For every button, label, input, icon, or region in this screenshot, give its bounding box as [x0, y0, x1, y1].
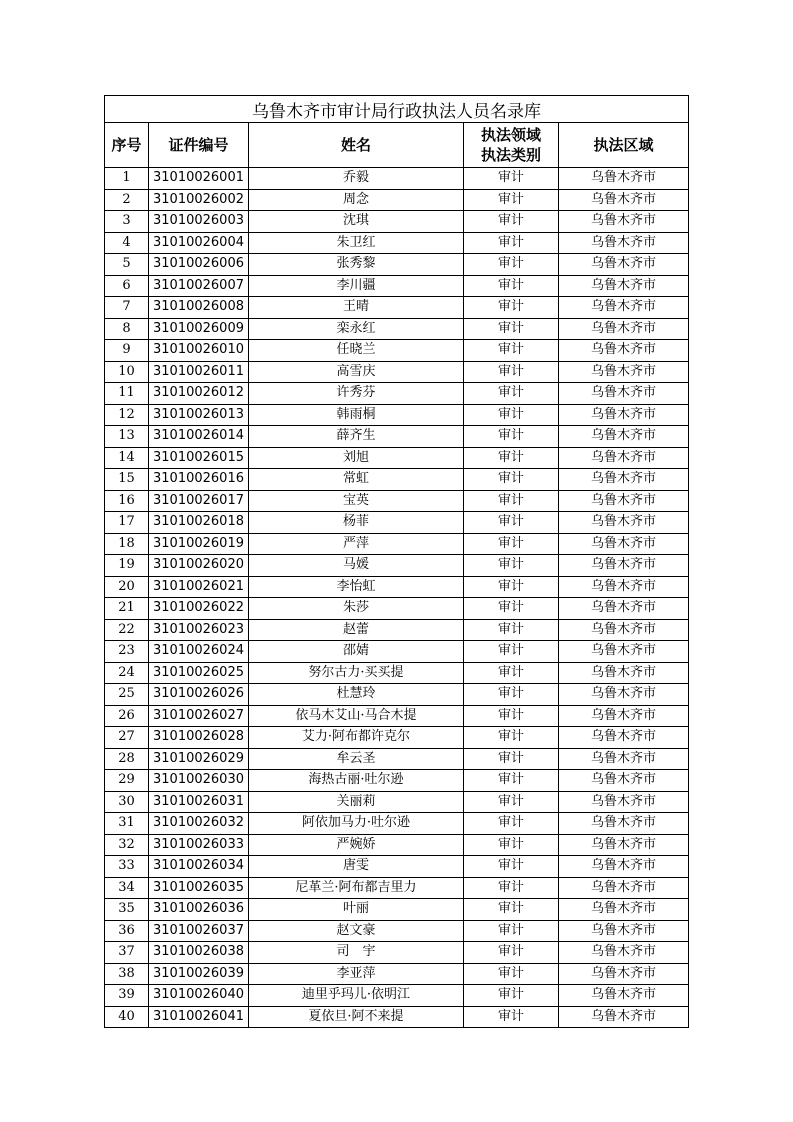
cell-cert: 31010026025 [149, 662, 249, 684]
cell-field: 审计 [464, 877, 559, 899]
cell-name: 周念 [249, 189, 464, 211]
table-row [105, 189, 689, 211]
table-row [105, 598, 689, 620]
cell-name: 张秀黎 [249, 254, 464, 276]
table-row [105, 770, 689, 792]
cell-area: 乌鲁木齐市 [559, 555, 689, 577]
cell-area: 乌鲁木齐市 [559, 297, 689, 319]
cell-seq: 39 [105, 985, 149, 1007]
cell-area: 乌鲁木齐市 [559, 512, 689, 534]
cell-cert: 31010026013 [149, 404, 249, 426]
cell-name: 严萍 [249, 533, 464, 555]
cell-cert: 31010026022 [149, 598, 249, 620]
cell-name: 关丽莉 [249, 791, 464, 813]
cell-seq: 26 [105, 705, 149, 727]
cell-name: 努尔古力·买买提 [249, 662, 464, 684]
cell-field: 审计 [464, 318, 559, 340]
roster-body [105, 168, 689, 1028]
cell-cert: 31010026037 [149, 920, 249, 942]
cell-area: 乌鲁木齐市 [559, 942, 689, 964]
cell-field: 审计 [464, 598, 559, 620]
cell-field: 审计 [464, 727, 559, 749]
table-row [105, 748, 689, 770]
cell-name: 杨菲 [249, 512, 464, 534]
cell-field: 审计 [464, 168, 559, 190]
cell-name: 李怡虹 [249, 576, 464, 598]
cell-seq: 37 [105, 942, 149, 964]
cell-area: 乌鲁木齐市 [559, 727, 689, 749]
cell-area: 乌鲁木齐市 [559, 404, 689, 426]
document-title: 乌鲁木齐市审计局行政执法人员名录库 [105, 96, 689, 123]
cell-cert: 31010026033 [149, 834, 249, 856]
cell-area: 乌鲁木齐市 [559, 684, 689, 706]
cell-cert: 31010026017 [149, 490, 249, 512]
cell-field: 审计 [464, 211, 559, 233]
cell-seq: 32 [105, 834, 149, 856]
cell-field: 审计 [464, 963, 559, 985]
table-row [105, 834, 689, 856]
cell-area: 乌鲁木齐市 [559, 211, 689, 233]
cell-cert: 31010026028 [149, 727, 249, 749]
cell-cert: 31010026014 [149, 426, 249, 448]
cell-cert: 31010026018 [149, 512, 249, 534]
title-row [105, 96, 689, 123]
cell-cert: 31010026007 [149, 275, 249, 297]
cell-name: 迪里乎玛儿·依明江 [249, 985, 464, 1007]
cell-cert: 31010026002 [149, 189, 249, 211]
cell-area: 乌鲁木齐市 [559, 834, 689, 856]
table-row [105, 404, 689, 426]
table-row [105, 684, 689, 706]
table-row [105, 899, 689, 921]
cell-field: 审计 [464, 576, 559, 598]
cell-field: 审计 [464, 340, 559, 362]
cell-field: 审计 [464, 705, 559, 727]
cell-name: 刘旭 [249, 447, 464, 469]
table-row [105, 361, 689, 383]
table-row [105, 447, 689, 469]
cell-seq: 22 [105, 619, 149, 641]
cell-field: 审计 [464, 641, 559, 663]
table-row [105, 985, 689, 1007]
cell-area: 乌鲁木齐市 [559, 254, 689, 276]
cell-seq: 11 [105, 383, 149, 405]
table-row [105, 340, 689, 362]
cell-cert: 31010026011 [149, 361, 249, 383]
cell-field: 审计 [464, 985, 559, 1007]
cell-field: 审计 [464, 942, 559, 964]
cell-field: 审计 [464, 834, 559, 856]
cell-seq: 21 [105, 598, 149, 620]
cell-field: 审计 [464, 254, 559, 276]
cell-name: 严婉娇 [249, 834, 464, 856]
cell-name: 朱卫红 [249, 232, 464, 254]
cell-seq: 1 [105, 168, 149, 190]
cell-area: 乌鲁木齐市 [559, 232, 689, 254]
cell-name: 马媛 [249, 555, 464, 577]
cell-field: 审计 [464, 232, 559, 254]
cell-name: 赵文豪 [249, 920, 464, 942]
cell-seq: 13 [105, 426, 149, 448]
cell-name: 宝英 [249, 490, 464, 512]
header-cert: 证件编号 [149, 123, 249, 168]
cell-field: 审计 [464, 469, 559, 491]
table-row [105, 254, 689, 276]
cell-cert: 31010026029 [149, 748, 249, 770]
cell-name: 乔毅 [249, 168, 464, 190]
table-row [105, 383, 689, 405]
cell-seq: 15 [105, 469, 149, 491]
cell-cert: 31010026024 [149, 641, 249, 663]
cell-area: 乌鲁木齐市 [559, 426, 689, 448]
table-row [105, 318, 689, 340]
table-row [105, 877, 689, 899]
cell-field: 审计 [464, 490, 559, 512]
cell-area: 乌鲁木齐市 [559, 619, 689, 641]
cell-area: 乌鲁木齐市 [559, 920, 689, 942]
cell-field: 审计 [464, 555, 559, 577]
roster-table [104, 95, 689, 1028]
cell-seq: 38 [105, 963, 149, 985]
cell-field: 审计 [464, 512, 559, 534]
cell-name: 韩雨桐 [249, 404, 464, 426]
cell-name: 李亚萍 [249, 963, 464, 985]
cell-seq: 34 [105, 877, 149, 899]
cell-field: 审计 [464, 361, 559, 383]
cell-area: 乌鲁木齐市 [559, 748, 689, 770]
cell-name: 沈琪 [249, 211, 464, 233]
cell-area: 乌鲁木齐市 [559, 447, 689, 469]
cell-name: 牟云圣 [249, 748, 464, 770]
cell-cert: 31010026006 [149, 254, 249, 276]
cell-cert: 31010026008 [149, 297, 249, 319]
cell-seq: 30 [105, 791, 149, 813]
cell-field: 审计 [464, 920, 559, 942]
cell-cert: 31010026034 [149, 856, 249, 878]
cell-area: 乌鲁木齐市 [559, 576, 689, 598]
cell-area: 乌鲁木齐市 [559, 189, 689, 211]
cell-name: 薛齐生 [249, 426, 464, 448]
header-seq: 序号 [105, 123, 149, 168]
cell-name: 李川疆 [249, 275, 464, 297]
cell-area: 乌鲁木齐市 [559, 469, 689, 491]
cell-name: 唐雯 [249, 856, 464, 878]
cell-name: 阿依加马力·吐尔逊 [249, 813, 464, 835]
table-row [105, 426, 689, 448]
cell-cert: 31010026026 [149, 684, 249, 706]
cell-field: 审计 [464, 770, 559, 792]
cell-seq: 10 [105, 361, 149, 383]
cell-seq: 20 [105, 576, 149, 598]
cell-cert: 31010026032 [149, 813, 249, 835]
cell-area: 乌鲁木齐市 [559, 533, 689, 555]
cell-seq: 16 [105, 490, 149, 512]
cell-seq: 9 [105, 340, 149, 362]
cell-field: 审计 [464, 1006, 559, 1028]
cell-area: 乌鲁木齐市 [559, 168, 689, 190]
cell-area: 乌鲁木齐市 [559, 963, 689, 985]
cell-area: 乌鲁木齐市 [559, 813, 689, 835]
cell-seq: 36 [105, 920, 149, 942]
cell-area: 乌鲁木齐市 [559, 641, 689, 663]
cell-field: 审计 [464, 383, 559, 405]
cell-name: 王晴 [249, 297, 464, 319]
table-row [105, 576, 689, 598]
cell-field: 审计 [464, 297, 559, 319]
table-row [105, 641, 689, 663]
cell-field: 审计 [464, 856, 559, 878]
cell-cert: 31010026003 [149, 211, 249, 233]
cell-area: 乌鲁木齐市 [559, 791, 689, 813]
table-row [105, 856, 689, 878]
cell-cert: 31010026023 [149, 619, 249, 641]
table-row [105, 1006, 689, 1028]
cell-cert: 31010026027 [149, 705, 249, 727]
cell-seq: 24 [105, 662, 149, 684]
cell-seq: 28 [105, 748, 149, 770]
cell-cert: 31010026010 [149, 340, 249, 362]
cell-area: 乌鲁木齐市 [559, 899, 689, 921]
cell-seq: 8 [105, 318, 149, 340]
cell-field: 审计 [464, 447, 559, 469]
cell-cert: 31010026021 [149, 576, 249, 598]
cell-name: 高雪庆 [249, 361, 464, 383]
cell-field: 审计 [464, 426, 559, 448]
cell-seq: 5 [105, 254, 149, 276]
table-row [105, 705, 689, 727]
cell-cert: 31010026038 [149, 942, 249, 964]
cell-seq: 19 [105, 555, 149, 577]
table-row [105, 232, 689, 254]
cell-cert: 31010026015 [149, 447, 249, 469]
cell-area: 乌鲁木齐市 [559, 361, 689, 383]
cell-cert: 31010026035 [149, 877, 249, 899]
cell-seq: 33 [105, 856, 149, 878]
cell-field: 审计 [464, 791, 559, 813]
table-row [105, 469, 689, 491]
cell-name: 常虹 [249, 469, 464, 491]
cell-area: 乌鲁木齐市 [559, 340, 689, 362]
header-row [105, 123, 689, 168]
cell-name: 赵蕾 [249, 619, 464, 641]
cell-cert: 31010026036 [149, 899, 249, 921]
cell-cert: 31010026039 [149, 963, 249, 985]
cell-name: 夏依旦·阿不来提 [249, 1006, 464, 1028]
table-row [105, 920, 689, 942]
cell-name: 杜慧玲 [249, 684, 464, 706]
cell-name: 朱莎 [249, 598, 464, 620]
table-row [105, 490, 689, 512]
cell-area: 乌鲁木齐市 [559, 318, 689, 340]
table-row [105, 275, 689, 297]
cell-seq: 35 [105, 899, 149, 921]
cell-seq: 12 [105, 404, 149, 426]
table-row [105, 211, 689, 233]
cell-field: 审计 [464, 662, 559, 684]
cell-seq: 7 [105, 297, 149, 319]
cell-seq: 3 [105, 211, 149, 233]
header-field-line2: 执法类别 [480, 146, 541, 164]
cell-area: 乌鲁木齐市 [559, 1006, 689, 1028]
cell-name: 尼革兰·阿布都吉里力 [249, 877, 464, 899]
cell-name: 司 宇 [249, 942, 464, 964]
cell-field: 审计 [464, 533, 559, 555]
cell-cert: 31010026031 [149, 791, 249, 813]
cell-area: 乌鲁木齐市 [559, 275, 689, 297]
table-row [105, 813, 689, 835]
cell-field: 审计 [464, 189, 559, 211]
cell-seq: 4 [105, 232, 149, 254]
table-row [105, 619, 689, 641]
cell-seq: 31 [105, 813, 149, 835]
cell-seq: 2 [105, 189, 149, 211]
cell-name: 栾永红 [249, 318, 464, 340]
cell-area: 乌鲁木齐市 [559, 598, 689, 620]
cell-cert: 31010026020 [149, 555, 249, 577]
cell-area: 乌鲁木齐市 [559, 985, 689, 1007]
cell-area: 乌鲁木齐市 [559, 662, 689, 684]
table-row [105, 168, 689, 190]
cell-name: 任晓兰 [249, 340, 464, 362]
table-row [105, 533, 689, 555]
cell-area: 乌鲁木齐市 [559, 877, 689, 899]
cell-field: 审计 [464, 748, 559, 770]
table-row [105, 512, 689, 534]
cell-name: 艾力·阿布都许克尔 [249, 727, 464, 749]
cell-seq: 18 [105, 533, 149, 555]
cell-name: 依马木艾山·马合木提 [249, 705, 464, 727]
cell-cert: 31010026041 [149, 1006, 249, 1028]
table-row [105, 662, 689, 684]
cell-cert: 31010026009 [149, 318, 249, 340]
cell-area: 乌鲁木齐市 [559, 383, 689, 405]
cell-cert: 31010026004 [149, 232, 249, 254]
cell-seq: 29 [105, 770, 149, 792]
cell-cert: 31010026001 [149, 168, 249, 190]
table-row [105, 942, 689, 964]
cell-name: 邵婧 [249, 641, 464, 663]
header-field [464, 123, 559, 168]
cell-field: 审计 [464, 275, 559, 297]
cell-field: 审计 [464, 684, 559, 706]
cell-cert: 31010026040 [149, 985, 249, 1007]
cell-seq: 14 [105, 447, 149, 469]
cell-area: 乌鲁木齐市 [559, 705, 689, 727]
header-area: 执法区域 [559, 123, 689, 168]
table-row [105, 963, 689, 985]
header-name: 姓名 [249, 123, 464, 168]
cell-seq: 23 [105, 641, 149, 663]
cell-cert: 31010026012 [149, 383, 249, 405]
cell-cert: 31010026019 [149, 533, 249, 555]
cell-name: 叶丽 [249, 899, 464, 921]
cell-name: 许秀芬 [249, 383, 464, 405]
cell-cert: 31010026030 [149, 770, 249, 792]
cell-area: 乌鲁木齐市 [559, 856, 689, 878]
table-row [105, 297, 689, 319]
cell-area: 乌鲁木齐市 [559, 770, 689, 792]
cell-seq: 40 [105, 1006, 149, 1028]
table-row [105, 791, 689, 813]
cell-field: 审计 [464, 813, 559, 835]
cell-seq: 17 [105, 512, 149, 534]
cell-field: 审计 [464, 404, 559, 426]
table-row [105, 555, 689, 577]
header-field-line1: 执法领域 [480, 126, 541, 144]
cell-area: 乌鲁木齐市 [559, 490, 689, 512]
cell-seq: 25 [105, 684, 149, 706]
cell-name: 海热古丽·吐尔逊 [249, 770, 464, 792]
cell-seq: 27 [105, 727, 149, 749]
cell-field: 审计 [464, 899, 559, 921]
table-row [105, 727, 689, 749]
cell-seq: 6 [105, 275, 149, 297]
cell-cert: 31010026016 [149, 469, 249, 491]
cell-field: 审计 [464, 619, 559, 641]
